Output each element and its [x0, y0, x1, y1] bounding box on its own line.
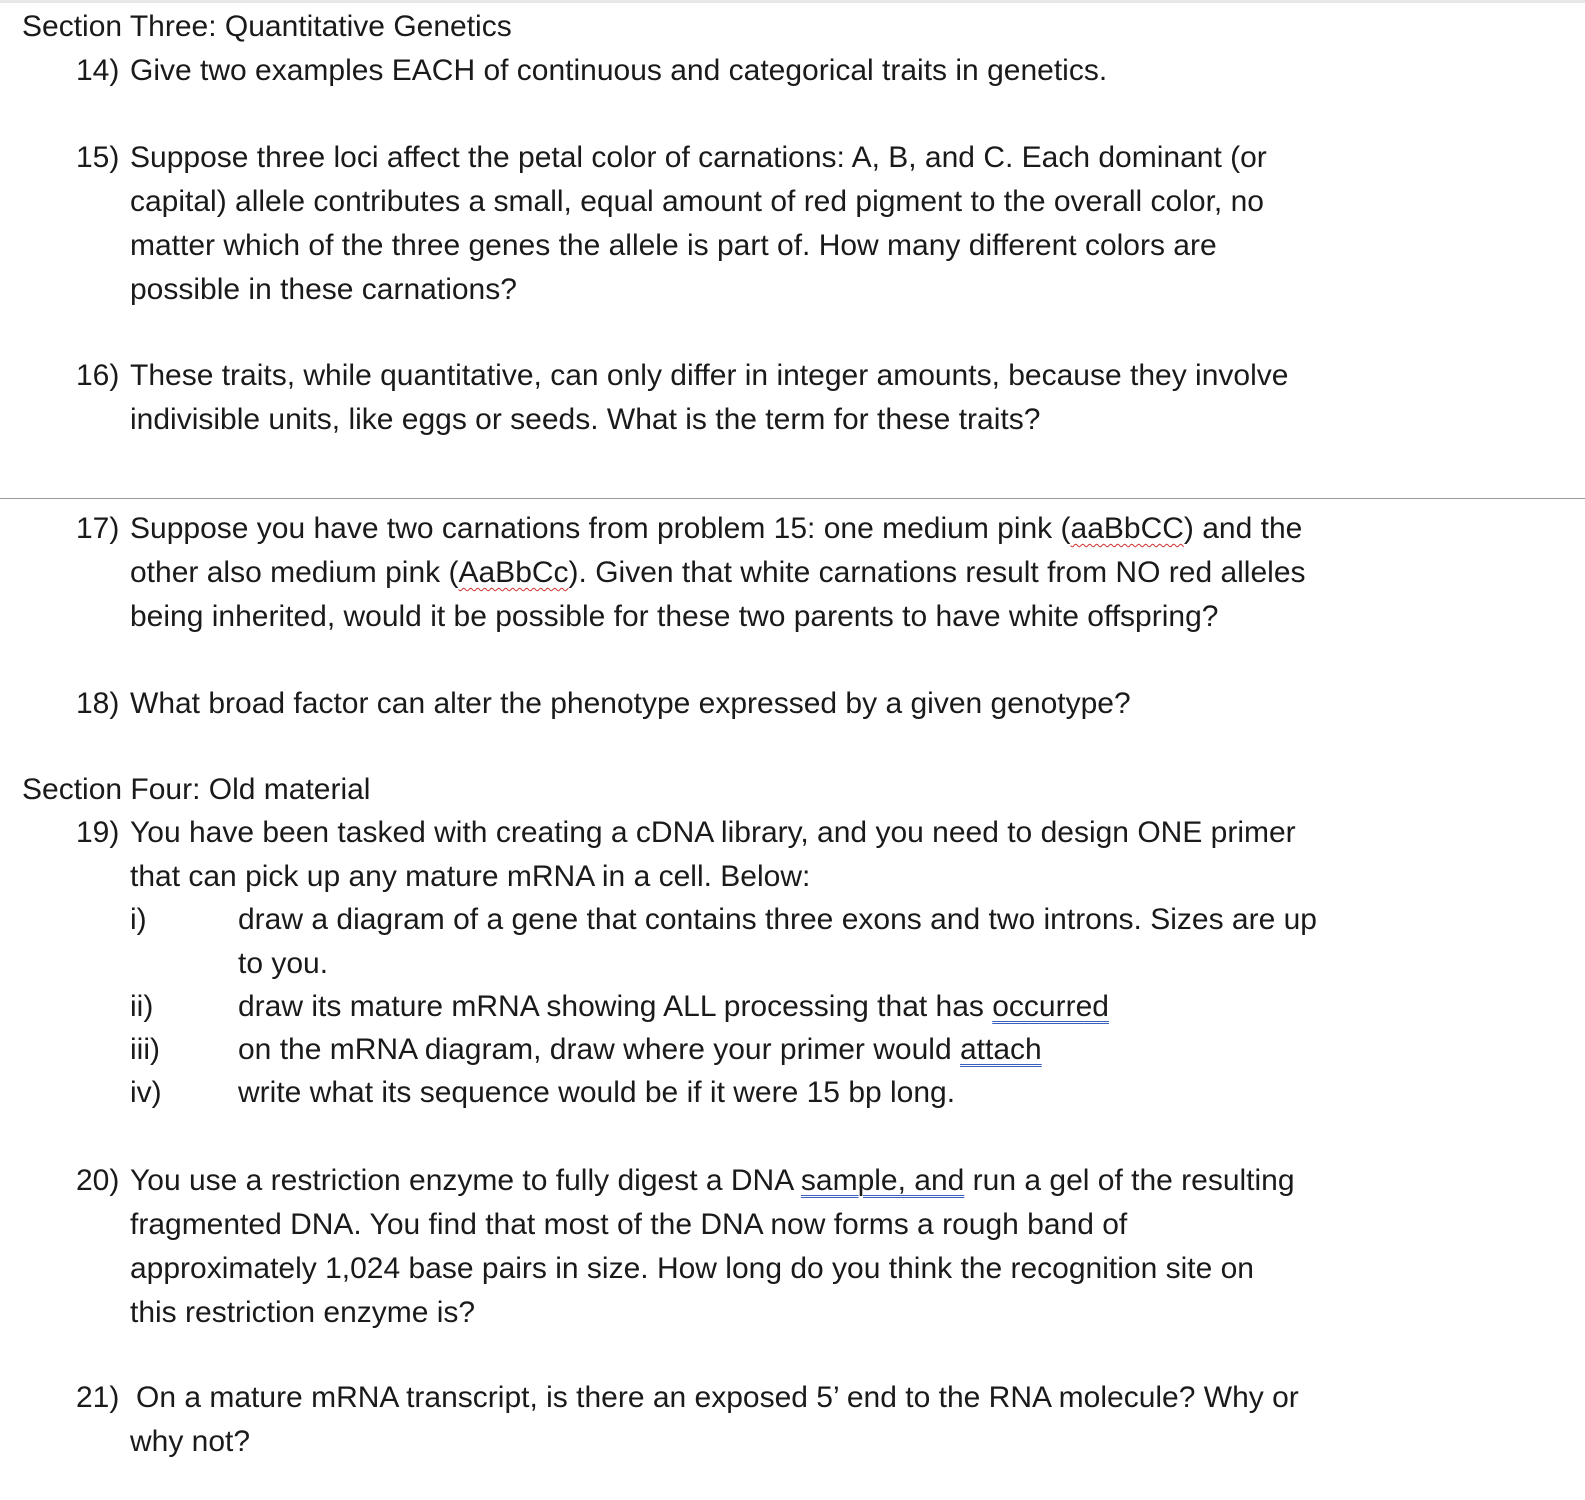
subitem-ii: [130, 985, 1530, 1029]
question-18-number: 18): [76, 687, 120, 720]
question-15-line: matter which of the three genes the allele is part of. How many different colors are: [130, 229, 1217, 262]
question-20-text: [130, 1159, 1510, 1335]
top-page-edge: [0, 0, 1585, 3]
question-19-line: that can pick up any mature mRNA in a cell. Below:: [130, 860, 811, 893]
question-18-text: [130, 682, 1510, 726]
question-16-text: [130, 354, 1510, 442]
question-15-number: 15): [76, 141, 120, 174]
question-19-number: 19): [76, 816, 120, 849]
question-14-line: Give two examples EACH of continuous and categorical traits in genetics.: [130, 54, 1108, 87]
grammar-flag[interactable]: sample, and: [800, 1164, 965, 1197]
question-14-text: [130, 49, 1510, 93]
question-21-line: why not?: [130, 1425, 251, 1458]
question-16-line: indivisible units, like eggs or seeds. What is the term for these traits?: [130, 403, 1041, 436]
question-16-line: These traits, while quantitative, can only differ in integer amounts, because they involve: [130, 359, 1289, 392]
subitem-text: [238, 985, 1428, 1029]
question-21: [76, 1376, 1526, 1464]
subitem-iii: [130, 1028, 1530, 1072]
subitem-text: [238, 1071, 1428, 1115]
grammar-flag[interactable]: attach: [959, 1033, 1042, 1066]
question-16-number: 16): [76, 359, 120, 392]
question-17-line: Suppose you have two carnations from problem 15: one medium pink (aaBbCC) and the: [130, 512, 1303, 545]
question-14-number: 14): [76, 54, 120, 87]
question-17-line: being inherited, would it be possible for these two parents to have white offspring?: [130, 600, 1219, 633]
section-four-title: Section Four: Old material: [22, 773, 371, 806]
question-16: [76, 354, 1526, 442]
subitem-line: to you.: [238, 947, 329, 980]
question-21-number: 21): [76, 1381, 120, 1414]
subitem-text: [238, 898, 1428, 986]
question-15: [76, 136, 1526, 312]
section-three-title: Section Three: Quantitative Genetics: [22, 10, 512, 43]
subitem-line: draw a diagram of a gene that contains three exons and two introns. Sizes are up: [238, 903, 1317, 936]
subitem-number: i): [130, 903, 147, 936]
question-19-line: You have been tasked with creating a cDNA library, and you need to design ONE primer: [130, 816, 1296, 849]
question-17: [76, 507, 1526, 639]
subitem-number: iii): [130, 1033, 160, 1066]
question-17-text: [130, 507, 1510, 639]
grammar-flag[interactable]: occurred: [992, 990, 1109, 1023]
genotype-spell-flag[interactable]: aaBbCC: [1070, 512, 1184, 545]
subitem-line: draw its mature mRNA showing ALL processing that has occurred: [238, 990, 1109, 1023]
subitem-line: write what its sequence would be if it were 15 bp long.: [238, 1076, 956, 1109]
question-21-text: [130, 1376, 1516, 1464]
subitem-number: iv): [130, 1076, 162, 1109]
subitem-iv: [130, 1071, 1530, 1115]
subitem-line: on the mRNA diagram, draw where your primer would attach: [238, 1033, 1042, 1066]
question-20-line: approximately 1,024 base pairs in size. How long do you think the recognition site on: [130, 1252, 1254, 1285]
question-20-number: 20): [76, 1164, 120, 1197]
question-15-text: [130, 136, 1510, 312]
question-18: [76, 682, 1526, 726]
question-21-line: On a mature mRNA transcript, is there an exposed 5’ end to the RNA molecule? Why or: [136, 1381, 1299, 1414]
genotype-spell-flag[interactable]: AaBbCc: [458, 556, 569, 589]
question-15-line: capital) allele contributes a small, equal amount of red pigment to the overall color, no: [130, 185, 1264, 218]
question-20-line: fragmented DNA. You find that most of the DNA now forms a rough band of: [130, 1208, 1128, 1241]
subitem-i: [130, 898, 1530, 986]
question-15-line: Suppose three loci affect the petal color of carnations: A, B, and C. Each dominant (or: [130, 141, 1267, 174]
question-19-text: [130, 811, 1510, 899]
question-20: [76, 1159, 1526, 1335]
question-17-line: other also medium pink (AaBbCc). Given that white carnations result from NO red alleles: [130, 556, 1306, 589]
question-18-line: What broad factor can alter the phenotype expressed by a given genotype?: [130, 687, 1131, 720]
question-17-number: 17): [76, 512, 120, 545]
subitem-number: ii): [130, 990, 154, 1023]
page-break-divider: [0, 498, 1585, 499]
subitem-text: [238, 1028, 1428, 1072]
question-20-line: this restriction enzyme is?: [130, 1296, 476, 1329]
question-14: [76, 49, 1526, 93]
question-20-line: You use a restriction enzyme to fully digest a DNA sample, and run a gel of the resulting: [130, 1164, 1295, 1197]
question-15-line: possible in these carnations?: [130, 273, 517, 306]
question-19: [76, 811, 1526, 899]
